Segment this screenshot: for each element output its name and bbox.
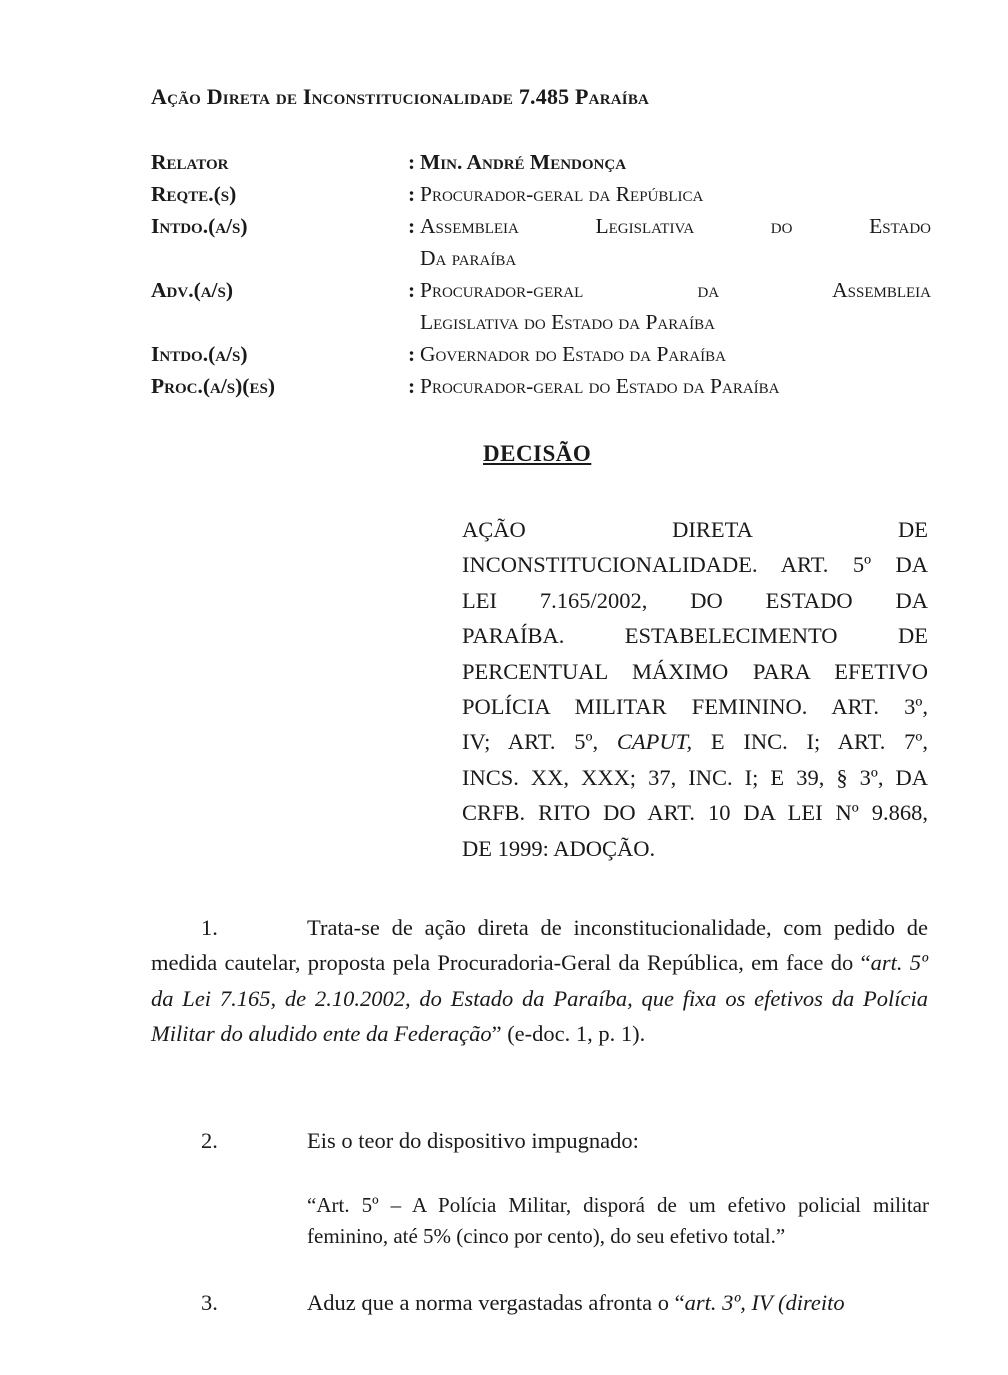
ementa-text: IV; ART. 5º,: [462, 729, 617, 755]
party-row-proc: [151, 370, 931, 402]
party-colon: :: [408, 342, 416, 366]
party-colon: :: [408, 278, 416, 302]
party-row-intdo-2: [151, 338, 931, 370]
paragraph-number: 2.: [201, 1128, 218, 1153]
party-label: Adv.(a/s): [151, 278, 234, 302]
paragraph-text: Aduz que a norma vergastadas afronta o “: [307, 1290, 685, 1315]
ementa-line: INCS. XX, XXX; 37, INC. I; E 39, § 3º, DA: [462, 764, 928, 790]
ementa-text: E INC. I; ART. 7º,: [692, 729, 929, 755]
paragraph-number: 3.: [201, 1290, 218, 1315]
ementa-line: [462, 724, 928, 759]
paragraph-italic: art. 5º da Lei 7.165, de 2.10.2002, do Estado da Paraíba, que fixa os efetivos da Polícia Militar do aludido ente da Federação: [151, 950, 928, 1047]
paragraph-text: Eis o teor do dispositivo impugnado:: [307, 1128, 639, 1153]
party-value-line1: Procurador-geral da Assembleia: [420, 278, 931, 302]
party-row-reqte: [151, 178, 931, 210]
party-value: [420, 210, 931, 274]
party-colon: :: [408, 374, 416, 398]
ementa-line: AÇÃO DIRETA DE: [462, 517, 928, 542]
decision-heading: DECISÃO: [483, 441, 592, 466]
party-value-line2: Legislativa do Estado da Paraíba: [420, 310, 715, 334]
party-value: Governador do Estado da Paraíba: [420, 342, 726, 366]
party-value-line1: Assembleia Legislativa do Estado: [420, 214, 931, 238]
party-value: Min. André Mendonça: [420, 150, 627, 174]
parties-list: [151, 146, 931, 402]
party-label: Relator: [151, 150, 229, 174]
quoted-provision: “Art. 5º – A Polícia Militar, disporá de um efetivo policial militar feminino, até 5% (cinco por cento), do seu efetivo total.”: [307, 1193, 929, 1248]
party-label: Intdo.(a/s): [151, 214, 248, 238]
paragraph-number: 1.: [201, 915, 218, 940]
paragraph-3: [151, 1285, 928, 1320]
paragraph-italic: art. 3º, IV (direito: [684, 1290, 845, 1315]
party-row-intdo-1: [151, 210, 931, 274]
party-colon: :: [408, 150, 416, 174]
ementa-line: CRFB. RITO DO ART. 10 DA LEI Nº 9.868,: [462, 800, 928, 826]
party-row-relator: [151, 146, 931, 178]
party-row-adv: [151, 274, 931, 338]
party-colon: :: [408, 214, 416, 238]
paragraph-text: ” (e-doc. 1, p. 1).: [491, 1021, 646, 1047]
ementa-line: LEI 7.165/2002, DO ESTADO DA: [462, 587, 928, 613]
party-value: [420, 274, 931, 338]
party-label: Proc.(a/s)(es): [151, 374, 275, 398]
party-value: Procurador-geral da República: [420, 182, 704, 206]
party-label: Intdo.(a/s): [151, 342, 248, 366]
party-colon: :: [408, 182, 416, 206]
paragraph-1: [151, 910, 928, 1052]
ementa-block: [462, 512, 928, 866]
ementa-line: PARAÍBA. ESTABELECIMENTO DE: [462, 623, 928, 649]
paragraph-text: Trata-se de ação direta de inconstitucionalidade, com pedido de medida cautelar, proposta pela Procuradoria-Geral da República, em face do “: [151, 915, 928, 976]
ementa-line: INCONSTITUCIONALIDADE. ART. 5º DA: [462, 552, 928, 578]
ementa-line: PERCENTUAL MÁXIMO PARA EFETIVO: [462, 658, 928, 684]
document-title: Ação Direta de Inconstitucionalidade 7.485 Paraíba: [151, 84, 650, 109]
party-label: Reqte.(s): [151, 182, 237, 206]
ementa-line: DE 1999: ADOÇÃO.: [462, 835, 656, 861]
ementa-italic: CAPUT,: [616, 729, 693, 755]
ementa-line: POLÍCIA MILITAR FEMININO. ART. 3º,: [462, 694, 928, 720]
party-value-line2: Da paraíba: [420, 246, 517, 270]
party-value: Procurador-geral do Estado da Paraíba: [420, 374, 780, 398]
paragraph-2: [151, 1123, 928, 1158]
